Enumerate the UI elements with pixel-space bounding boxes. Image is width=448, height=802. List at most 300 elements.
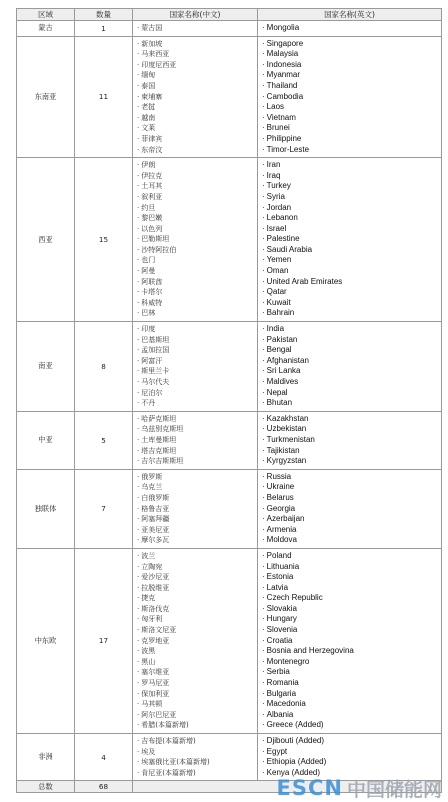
bullet-icon: · (137, 356, 139, 367)
bullet-icon: · (137, 92, 139, 103)
list-item (137, 324, 257, 335)
region-cell: 中东欧 (17, 548, 75, 733)
list-item (262, 414, 441, 425)
list-item (137, 710, 257, 721)
list-item (262, 720, 441, 731)
country-name-en: Russia (267, 472, 291, 481)
bullet-icon: · (137, 388, 139, 399)
bullet-icon: · (137, 625, 139, 636)
bullet-icon: · (262, 92, 265, 103)
country-name-cn: 波黑 (141, 647, 155, 655)
bullet-icon: · (262, 102, 265, 113)
list-item (137, 493, 257, 504)
escn-watermark-logo (277, 776, 442, 800)
country-name-en: Slovakia (267, 604, 297, 613)
country-name-en: Albania (267, 710, 294, 719)
list-item (262, 562, 441, 573)
list-item (137, 757, 257, 768)
country-name-en: Syria (267, 192, 285, 201)
list-item (262, 81, 441, 92)
bullet-icon: · (262, 493, 265, 504)
country-name-cn: 缅甸 (141, 71, 155, 79)
country-name-en: Slovenia (267, 625, 298, 634)
list-item (137, 245, 257, 256)
country-name-en: Bahrain (267, 308, 295, 317)
bullet-icon: · (137, 102, 139, 113)
bullet-icon: · (262, 667, 265, 678)
list-item (137, 720, 257, 731)
country-name-cn: 科威特 (141, 299, 162, 307)
list-item (137, 308, 257, 319)
country-name-en: Bhutan (267, 398, 292, 407)
list-item (262, 123, 441, 134)
bullet-icon: · (137, 657, 139, 668)
table-row (17, 322, 442, 412)
bullet-icon: · (262, 113, 265, 124)
list-item (137, 377, 257, 388)
country-name-cn: 格鲁吉亚 (141, 505, 169, 513)
country-name-cn: 埃及 (141, 748, 155, 756)
bullet-icon: · (137, 493, 139, 504)
bullet-icon: · (262, 636, 265, 647)
country-name-en: Tajikistan (267, 446, 300, 455)
bullet-icon: · (137, 456, 139, 467)
country-name-en: Armenia (267, 525, 297, 534)
list-item (137, 23, 257, 34)
country-list-cn (133, 469, 258, 548)
bullet-icon: · (262, 525, 265, 536)
country-name-en: Hungary (267, 614, 297, 623)
country-name-en: Bosnia and Herzegovina (267, 646, 354, 655)
list-item (262, 493, 441, 504)
list-item (262, 70, 441, 81)
country-name-en: Belarus (267, 493, 294, 502)
country-name-cn: 阿联酋 (141, 278, 162, 286)
bullet-icon: · (262, 583, 265, 594)
bullet-icon: · (137, 757, 139, 768)
country-name-cn: 柬埔寨 (141, 93, 162, 101)
country-name-en: Palestine (267, 234, 300, 243)
list-item (262, 482, 441, 493)
list-item (262, 736, 441, 747)
bullet-icon: · (262, 720, 265, 731)
country-name-cn: 俄罗斯 (141, 473, 162, 481)
bullet-icon: · (262, 266, 265, 277)
country-name-cn: 伊拉克 (141, 172, 162, 180)
region-cell: 中亚 (17, 411, 75, 469)
country-name-cn: 波兰 (141, 552, 155, 560)
country-name-en: Singapore (267, 39, 303, 48)
country-name-en: Bengal (267, 345, 292, 354)
country-name-cn: 乌克兰 (141, 483, 162, 491)
country-name-cn: 尼泊尔 (141, 389, 162, 397)
country-name-cn: 叙利亚 (141, 193, 162, 201)
total-count: 68 (75, 781, 133, 793)
country-name-cn: 黑山 (141, 658, 155, 666)
bullet-icon: · (262, 768, 265, 779)
country-list-en (258, 322, 442, 412)
country-name-cn: 斯洛伐克 (141, 605, 169, 613)
bullet-icon: · (262, 160, 265, 171)
bullet-icon: · (137, 60, 139, 71)
count-cell: 1 (75, 21, 133, 37)
country-name-cn: 巴勒斯坦 (141, 235, 169, 243)
list-item (262, 551, 441, 562)
list-item (262, 23, 441, 34)
bullet-icon: · (137, 160, 139, 171)
bullet-icon: · (137, 23, 139, 34)
country-name-cn: 阿塞拜疆 (141, 515, 169, 523)
country-name-en: Mongolia (267, 23, 299, 32)
bullet-icon: · (137, 377, 139, 388)
bullet-icon: · (262, 482, 265, 493)
bullet-icon: · (262, 535, 265, 546)
count-cell: 11 (75, 36, 133, 158)
bullet-icon: · (262, 604, 265, 615)
bullet-icon: · (137, 345, 139, 356)
country-list-en (258, 36, 442, 158)
country-name-cn: 塞尔维亚 (141, 668, 169, 676)
table-row (17, 411, 442, 469)
list-item (262, 388, 441, 399)
list-item (137, 213, 257, 224)
bullet-icon: · (137, 768, 139, 779)
country-name-en: Kenya (Added) (267, 768, 320, 777)
country-name-cn: 菲律宾 (141, 135, 162, 143)
list-item (262, 255, 441, 266)
bullet-icon: · (262, 335, 265, 346)
country-name-cn: 克罗地亚 (141, 637, 169, 645)
bullet-icon: · (137, 747, 139, 758)
country-list-en (258, 548, 442, 733)
country-name-cn: 沙特阿拉伯 (141, 246, 176, 254)
list-item (262, 614, 441, 625)
country-list-cn (133, 322, 258, 412)
country-name-en: Pakistan (267, 335, 298, 344)
bullet-icon: · (262, 298, 265, 309)
region-cell: 非洲 (17, 734, 75, 781)
bullet-icon: · (137, 720, 139, 731)
bullet-icon: · (137, 572, 139, 583)
list-item (262, 625, 441, 636)
list-item (262, 747, 441, 758)
bullet-icon: · (262, 504, 265, 515)
list-item (137, 699, 257, 710)
country-name-en: Serbia (267, 667, 290, 676)
list-item (137, 424, 257, 435)
bullet-icon: · (137, 414, 139, 425)
list-item (262, 266, 441, 277)
country-name-en: Moldova (267, 535, 297, 544)
bullet-icon: · (137, 435, 139, 446)
bullet-icon: · (137, 636, 139, 647)
bullet-icon: · (137, 181, 139, 192)
bullet-icon: · (137, 145, 139, 156)
country-name-en: Turkmenistan (267, 435, 315, 444)
list-item (137, 604, 257, 615)
country-name-en: Egypt (267, 747, 287, 756)
country-name-en: Vietnam (267, 113, 296, 122)
bullet-icon: · (262, 255, 265, 266)
list-item (262, 277, 441, 288)
bullet-icon: · (137, 277, 139, 288)
country-name-en: Macedonia (267, 699, 306, 708)
list-item (137, 60, 257, 71)
country-name-cn: 巴基斯坦 (141, 336, 169, 344)
list-item (262, 424, 441, 435)
bullet-icon: · (137, 583, 139, 594)
bullet-icon: · (262, 134, 265, 145)
bullet-icon: · (137, 134, 139, 145)
country-name-en: Djibouti (Added) (267, 736, 324, 745)
bullet-icon: · (137, 514, 139, 525)
bullet-icon: · (262, 308, 265, 319)
bullet-icon: · (137, 39, 139, 50)
list-item (262, 646, 441, 657)
bullet-icon: · (137, 81, 139, 92)
count-cell: 5 (75, 411, 133, 469)
bullet-icon: · (137, 324, 139, 335)
country-table-container (16, 8, 441, 793)
list-item (262, 171, 441, 182)
list-item (137, 298, 257, 309)
bullet-icon: · (262, 699, 265, 710)
region-cell: 蒙古 (17, 21, 75, 37)
country-name-cn: 约旦 (141, 204, 155, 212)
bullet-icon: · (137, 525, 139, 536)
country-name-en: Kazakhstan (267, 414, 309, 423)
list-item (262, 113, 441, 124)
list-item (262, 160, 441, 171)
list-item (137, 123, 257, 134)
list-item (137, 203, 257, 214)
country-name-cn: 希腊(本篇新增) (141, 721, 188, 729)
bullet-icon: · (262, 710, 265, 721)
bullet-icon: · (137, 366, 139, 377)
bullet-icon: · (137, 234, 139, 245)
bullet-icon: · (137, 678, 139, 689)
country-name-cn: 立陶宛 (141, 563, 162, 571)
bullet-icon: · (262, 625, 265, 636)
country-name-en: Ukraine (267, 482, 295, 491)
list-item (262, 308, 441, 319)
list-item (262, 446, 441, 457)
list-item (262, 435, 441, 446)
country-name-en: Malaysia (267, 49, 299, 58)
bullet-icon: · (262, 277, 265, 288)
bullet-icon: · (262, 70, 265, 81)
bullet-icon: · (262, 203, 265, 214)
country-list-en (258, 411, 442, 469)
list-item (137, 266, 257, 277)
list-item (137, 593, 257, 604)
bullet-icon: · (137, 113, 139, 124)
bullet-icon: · (262, 181, 265, 192)
list-item (137, 255, 257, 266)
bullet-icon: · (262, 757, 265, 768)
list-item (262, 345, 441, 356)
country-name-cn: 爱沙尼亚 (141, 573, 169, 581)
bullet-icon: · (137, 213, 139, 224)
country-name-cn: 亚美尼亚 (141, 526, 169, 534)
list-item (262, 298, 441, 309)
country-name-en: Iraq (267, 171, 281, 180)
list-item (137, 678, 257, 689)
bullet-icon: · (137, 123, 139, 134)
bullet-icon: · (137, 203, 139, 214)
country-name-en: Thailand (267, 81, 298, 90)
bullet-icon: · (137, 646, 139, 657)
country-name-cn: 孟加拉国 (141, 346, 169, 354)
country-name-cn: 阿富汗 (141, 357, 162, 365)
bullet-icon: · (262, 145, 265, 156)
bullet-icon: · (262, 472, 265, 483)
country-list-cn (133, 36, 258, 158)
list-item (137, 657, 257, 668)
bullet-icon: · (262, 551, 265, 562)
country-name-en: Israel (267, 224, 287, 233)
bullet-icon: · (262, 678, 265, 689)
list-item (137, 181, 257, 192)
country-name-cn: 肯尼亚(本篇新增) (141, 769, 195, 777)
list-item (137, 388, 257, 399)
list-item (262, 324, 441, 335)
list-item (137, 398, 257, 409)
country-name-cn: 越南 (141, 114, 155, 122)
list-item (137, 345, 257, 356)
country-name-cn: 马尔代夫 (141, 378, 169, 386)
bullet-icon: · (262, 747, 265, 758)
list-item (262, 213, 441, 224)
list-item (137, 614, 257, 625)
country-name-cn: 吉布提(本篇新增) (141, 737, 195, 745)
country-name-en: Greece (Added) (267, 720, 324, 729)
country-name-en: Iran (267, 160, 281, 169)
bullet-icon: · (262, 123, 265, 134)
list-item (137, 504, 257, 515)
country-name-en: Estonia (267, 572, 294, 581)
count-cell: 17 (75, 548, 133, 733)
country-name-cn: 卡塔尔 (141, 288, 162, 296)
bullet-icon: · (262, 60, 265, 71)
list-item (137, 192, 257, 203)
country-name-en: Nepal (267, 388, 288, 397)
list-item (137, 287, 257, 298)
bullet-icon: · (137, 308, 139, 319)
list-item (262, 593, 441, 604)
country-name-cn: 阿尔巴尼亚 (141, 711, 176, 719)
list-item (137, 562, 257, 573)
bullet-icon: · (137, 424, 139, 435)
list-item (262, 245, 441, 256)
bullet-icon: · (137, 70, 139, 81)
bullet-icon: · (262, 171, 265, 182)
list-item (137, 277, 257, 288)
bullet-icon: · (262, 614, 265, 625)
list-item (137, 171, 257, 182)
bullet-icon: · (262, 81, 265, 92)
list-item (137, 625, 257, 636)
country-name-en: Yemen (267, 255, 292, 264)
bullet-icon: · (137, 335, 139, 346)
header-name-en: 国家名称(英文) (258, 9, 442, 21)
list-item (137, 435, 257, 446)
list-item (137, 113, 257, 124)
country-name-en: Brunei (267, 123, 290, 132)
list-item (262, 699, 441, 710)
list-item (262, 60, 441, 71)
list-item (137, 145, 257, 156)
bullet-icon: · (262, 345, 265, 356)
country-name-cn: 泰国 (141, 82, 155, 90)
list-item (137, 102, 257, 113)
bullet-icon: · (137, 710, 139, 721)
country-name-cn: 以色列 (141, 225, 162, 233)
list-item (262, 39, 441, 50)
country-name-cn: 埃塞俄比亚(本篇新增) (141, 758, 209, 766)
country-name-en: Bulgaria (267, 689, 296, 698)
list-item (137, 472, 257, 483)
country-name-cn: 匈牙利 (141, 615, 162, 623)
list-item (137, 667, 257, 678)
region-cell: 西亚 (17, 158, 75, 322)
list-item (137, 414, 257, 425)
list-item (137, 636, 257, 647)
bullet-icon: · (262, 23, 265, 34)
bullet-icon: · (262, 287, 265, 298)
table-body (17, 21, 442, 793)
list-item (262, 366, 441, 377)
bullet-icon: · (262, 572, 265, 583)
bullet-icon: · (137, 736, 139, 747)
region-cell: 独联体 (17, 469, 75, 548)
bullet-icon: · (137, 504, 139, 515)
country-name-en: Uzbekistan (267, 424, 307, 433)
list-item (262, 657, 441, 668)
country-list-en (258, 158, 442, 322)
count-cell: 4 (75, 734, 133, 781)
list-item (137, 70, 257, 81)
country-list-cn (133, 21, 258, 37)
country-name-cn: 吉尔吉斯斯坦 (141, 457, 183, 465)
country-name-en: Timor-Leste (267, 145, 309, 154)
country-name-en: Philippine (267, 134, 302, 143)
bullet-icon: · (262, 414, 265, 425)
country-name-cn: 巴林 (141, 309, 155, 317)
bullet-icon: · (137, 689, 139, 700)
country-name-cn: 乌兹别克斯坦 (141, 425, 183, 433)
country-name-en: Azerbaijan (267, 514, 305, 523)
country-name-cn: 阿曼 (141, 267, 155, 275)
count-cell: 8 (75, 322, 133, 412)
list-item (137, 736, 257, 747)
list-item (262, 667, 441, 678)
country-name-en: Indonesia (267, 60, 302, 69)
list-item (137, 572, 257, 583)
list-item (262, 287, 441, 298)
bullet-icon: · (262, 224, 265, 235)
country-name-en: Lebanon (267, 213, 298, 222)
country-name-cn: 新加坡 (141, 40, 162, 48)
country-name-en: Oman (267, 266, 289, 275)
bullet-icon: · (137, 266, 139, 277)
bullet-icon: · (137, 224, 139, 235)
country-list-cn (133, 411, 258, 469)
bullet-icon: · (262, 39, 265, 50)
list-item (262, 377, 441, 388)
country-name-cn: 白俄罗斯 (141, 494, 169, 502)
table-row (17, 158, 442, 322)
